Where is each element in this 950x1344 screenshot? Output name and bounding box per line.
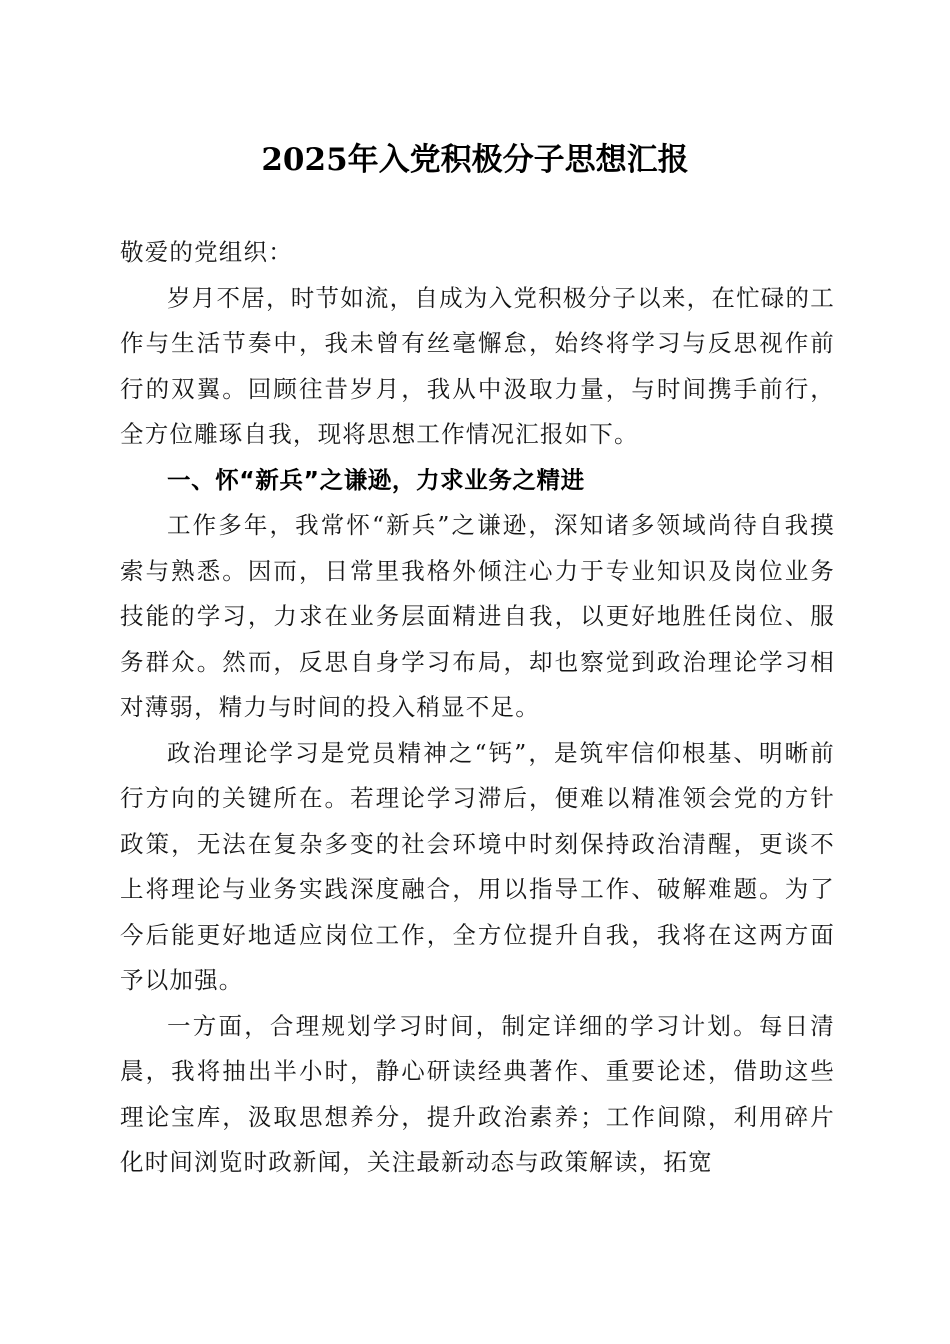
body-paragraph: 政治理论学习是党员精神之“钙”，是筑牢信仰根基、明晰前行方向的关键所在。若理论学习滞后，便难以精准领会党的方针政策，无法在复杂多变的社会环境中时刻保持政治清醒，更谈不上将理论与业务实践深度融合，用以指导工作、破解难题。为了今后能更好地适应岗位工作，全方位提升自我，我将在这两方面予以加强。 xyxy=(120,738,835,994)
section-heading: 一、怀“新兵”之谦逊，力求业务之精进 xyxy=(167,465,585,494)
document-body xyxy=(120,230,835,1186)
salutation: 敬爱的党组织： xyxy=(120,238,293,266)
body-paragraph: 一方面，合理规划学习时间，制定详细的学习计划。每日清晨，我将抽出半小时，静心研读经典著作、重要论述，借助这些理论宝库，汲取思想养分，提升政治素养；工作间隙，利用碎片化时间浏览时政新闻，关注最新动态与政策解读，拓宽 xyxy=(120,1011,835,1176)
document-title: 2025年入党积极分子思想汇报 xyxy=(261,142,689,178)
intro-paragraph: 岁月不居，时节如流，自成为入党积极分子以来，在忙碌的工作与生活节奏中，我未曾有丝毫懈怠，始终将学习与反思视作前行的双翼。回顾往昔岁月，我从中汲取力量，与时间携手前行，全方位雕琢自我，现将思想工作情况汇报如下。 xyxy=(120,283,835,448)
body-paragraph: 工作多年，我常怀“新兵”之谦逊，深知诸多领域尚待自我摸索与熟悉。因而，日常里我格外倾注心力于专业知识及岗位业务技能的学习，力求在业务层面精进自我，以更好地胜任岗位、服务群众。然而，反思自身学习布局，却也察觉到政治理论学习相对薄弱，精力与时间的投入稍显不足。 xyxy=(120,511,835,721)
